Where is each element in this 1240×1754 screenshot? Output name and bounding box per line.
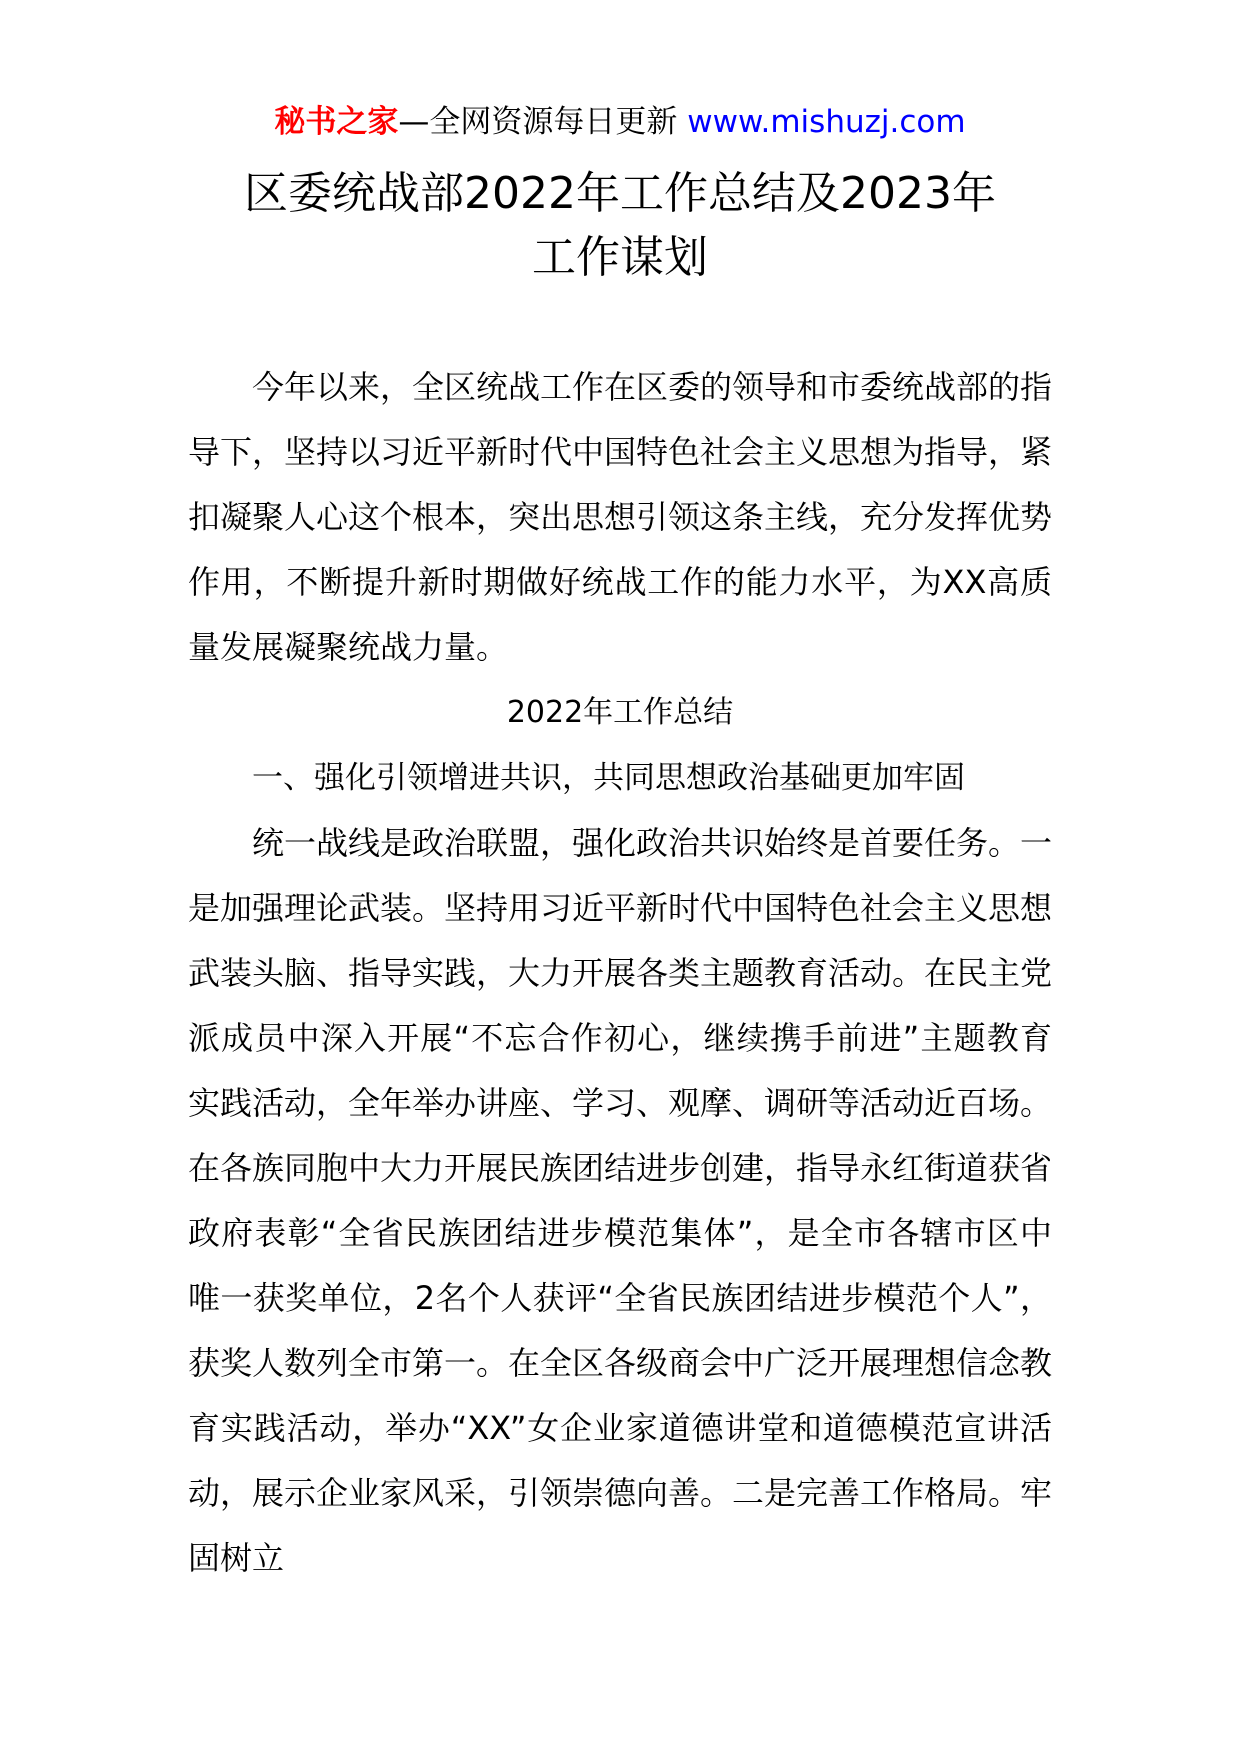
- watermark-header: [0, 100, 1240, 144]
- body-paragraph: 统一战线是政治联盟，强化政治共识始终是首要任务。一是加强理论武装。坚持用习近平新时代中国特色社会主义思想武装头脑、指导实践，大力开展各类主题教育活动。在民主党派成员中深入开展“不忘合作初心，继续携手前进”主题教育实践活动，全年举办讲座、学习、观摩、调研等活动近百场。在各族同胞中大力开展民族团结进步创建，指导永红街道获省政府表彰“全省民族团结进步模范集体”，是全市各辖市区中唯一获奖单位，2名个人获评“全省民族团结进步模范个人”，获奖人数列全市第一。在全区各级商会中广泛开展理想信念教育实践活动，举办“XX”女企业家道德讲堂和道德模范宣讲活动，展示企业家风采，引领崇德向善。二是完善工作格局。牢固树立: [188, 824, 1053, 1577]
- section-title: 2022年工作总结: [506, 695, 734, 730]
- document-title: [0, 162, 1240, 290]
- brand-name: 秘书之家: [274, 104, 399, 140]
- document-title-line-2: 工作谋划: [532, 232, 708, 283]
- header-tagline: —全网资源每日更新: [398, 104, 678, 140]
- site-url-link[interactable]: www.mishuzj.com: [687, 104, 966, 140]
- intro-paragraph: 今年以来，全区统战工作在区委的领导和市委统战部的指导下，坚持以习近平新时代中国特色社会主义思想为指导，紧扣凝聚人心这个根本，突出思想引领这条主线，充分发挥优势作用，不断提升新时期做好统战工作的能力水平，为XX高质量发展凝聚统战力量。: [188, 368, 1053, 666]
- subsection-heading: 一、强化引领增进共识，共同思想政治基础更加牢固: [252, 760, 965, 796]
- document-title-line-1: 区委统战部2022年工作总结及2023年: [244, 168, 996, 219]
